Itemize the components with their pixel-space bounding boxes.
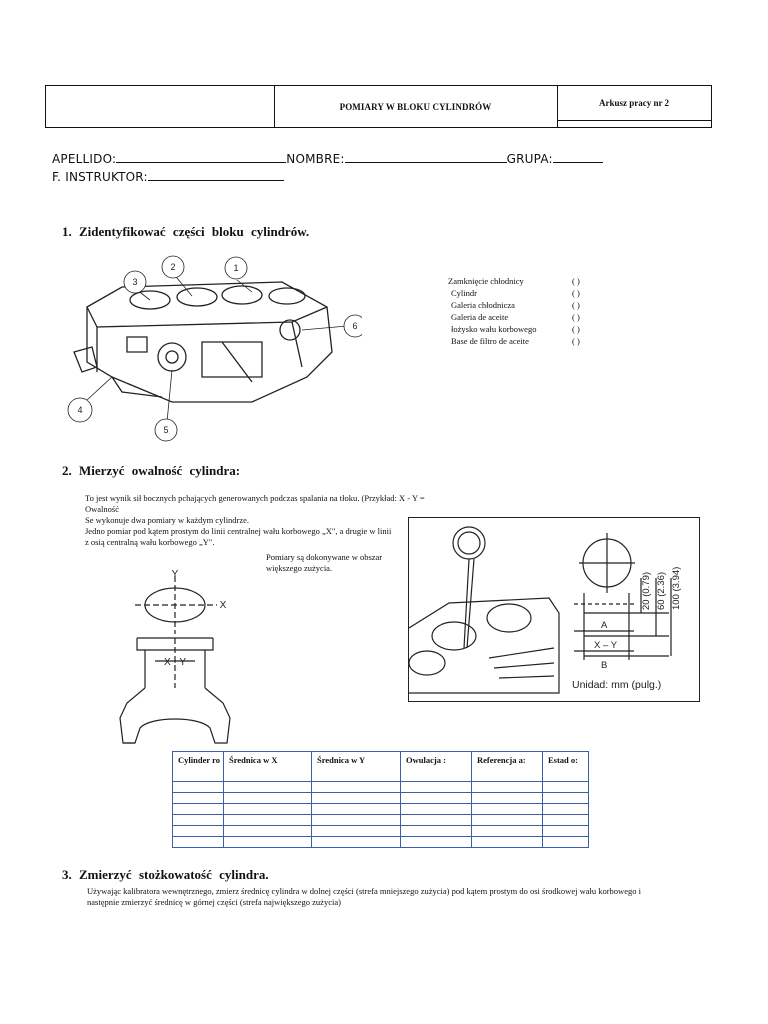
label-a: A [601, 620, 608, 631]
table-cell[interactable] [472, 782, 543, 793]
answer-blank[interactable]: ( ) [572, 300, 580, 310]
section3-text [87, 886, 727, 908]
table-cell[interactable] [173, 815, 224, 826]
cylinder-cross-section-diagram [105, 568, 245, 753]
section2-p1: To jest wynik sił bocznych pchających generowanych podczas spalania na tłoku. (Przykład: X - Y = [85, 493, 425, 503]
table-cell[interactable] [312, 837, 401, 848]
table-cell[interactable] [312, 826, 401, 837]
header-title: POMIARY W BLOKU CYLINDRÓW [274, 86, 558, 127]
table-cell[interactable] [173, 804, 224, 815]
table-row [173, 826, 589, 837]
table-row [173, 815, 589, 826]
apellido-blank[interactable] [116, 151, 286, 163]
table-cell[interactable] [472, 826, 543, 837]
engine-block-illustration [52, 252, 362, 442]
header-sheet-number: Arkusz pracy nr 2 [557, 86, 711, 121]
table-cell[interactable] [173, 837, 224, 848]
table-cell[interactable] [401, 793, 472, 804]
nombre-label: NOMBRE: [286, 152, 345, 166]
answer-blank[interactable]: ( ) [572, 324, 580, 334]
answer-blank[interactable]: ( ) [572, 288, 580, 298]
table-cell[interactable] [312, 804, 401, 815]
apellido-label: APELLIDO: [52, 152, 117, 166]
dimension-20: 20 (0.79) [641, 571, 652, 610]
col-header: Owulacja : [401, 752, 472, 782]
dial-gauge-illustration [409, 518, 699, 701]
table-cell[interactable] [173, 826, 224, 837]
table-cell[interactable] [224, 793, 312, 804]
label-b: B [601, 660, 608, 671]
col-header: Referencja a: [472, 752, 543, 782]
callout-2: 2 [170, 262, 176, 272]
table-header-row [173, 752, 589, 782]
callout-3: 3 [132, 277, 138, 287]
dimension-60: 60 (2.36) [656, 571, 667, 610]
callout-4: 4 [77, 405, 83, 415]
table-cell[interactable] [543, 815, 589, 826]
table-cell[interactable] [472, 793, 543, 804]
legend-item: Base de filtro de aceite [451, 336, 529, 346]
section3-heading: 3. Zmierzyć stożkowatość cylindra. [62, 867, 269, 882]
table-cell[interactable] [472, 815, 543, 826]
callout-6: 6 [352, 321, 358, 331]
table-row [173, 782, 589, 793]
table-cell[interactable] [472, 837, 543, 848]
table-cell[interactable] [543, 826, 589, 837]
legend-item: Galeria chłodnicza [451, 300, 515, 310]
parts-legend [448, 276, 628, 348]
col-header: Średnica w Y [312, 752, 401, 782]
col-header: Estad o: [543, 752, 589, 782]
legend-item: Cylindr [451, 288, 477, 298]
legend-item: łożysko wału korbowego [451, 324, 537, 334]
legend-item: Zamknięcie chłodnicy [448, 276, 524, 286]
table-cell[interactable] [472, 804, 543, 815]
measurement-table [172, 751, 589, 848]
table-cell[interactable] [224, 804, 312, 815]
grupa-label: GRUPA: [506, 152, 553, 166]
answer-blank[interactable]: ( ) [572, 312, 580, 322]
section2-p2: Owalność [85, 504, 119, 514]
grupa-blank[interactable] [553, 151, 603, 163]
axis-x-label: X [219, 600, 227, 611]
fields-line-1 [52, 151, 603, 166]
section2-p4: Jedno pomiar pod kątem prostym do linii centralnej wału korbowego „X", a drugie w linii [85, 526, 392, 536]
axis-xy-label: X · Y [163, 657, 187, 668]
table-cell[interactable] [401, 837, 472, 848]
table-cell[interactable] [224, 837, 312, 848]
header-cell-empty [46, 86, 275, 127]
label-x-minus-y: X – Y [594, 640, 618, 651]
col-header: Średnica w X [224, 752, 312, 782]
callout-1: 1 [233, 263, 239, 273]
table-row [173, 837, 589, 848]
table-cell[interactable] [401, 815, 472, 826]
table-cell[interactable] [543, 804, 589, 815]
unit-label: Unidad: mm (pulg.) [572, 679, 662, 691]
table-cell[interactable] [312, 782, 401, 793]
header-table [45, 85, 712, 128]
fields-line-2 [52, 169, 284, 184]
section2-p3: Se wykonuje dwa pomiary w każdym cylindrze. [85, 515, 250, 525]
table-cell[interactable] [173, 782, 224, 793]
table-cell[interactable] [312, 815, 401, 826]
measurement-photo-frame [408, 517, 700, 702]
table-cell[interactable] [224, 815, 312, 826]
section1-heading: 1. Zidentyfikować części bloku cylindrów. [62, 224, 310, 239]
answer-blank[interactable]: ( ) [572, 336, 580, 346]
legend-item: Galeria de aceite [451, 312, 509, 322]
table-cell[interactable] [224, 782, 312, 793]
table-row [173, 804, 589, 815]
section3-p1: Używając kalibratora wewnętrznego, zmierz średnicę cylindra w dolnej części (strefa mniejszego zużycia) pod kątem prostym do osi środkowej wału korbowego i [87, 886, 641, 896]
section2-heading: 2. Mierzyć owalność cylindra: [62, 463, 241, 478]
table-cell[interactable] [543, 837, 589, 848]
table-cell[interactable] [543, 793, 589, 804]
instruktor-label: F. INSTRUKTOR: [52, 170, 148, 184]
table-cell[interactable] [173, 793, 224, 804]
table-cell[interactable] [312, 793, 401, 804]
table-cell[interactable] [401, 782, 472, 793]
answer-blank[interactable]: ( ) [572, 276, 580, 286]
col-header: Cylinder ro [173, 752, 224, 782]
table-cell[interactable] [224, 826, 312, 837]
callout-5: 5 [163, 425, 169, 435]
section2-note: Pomiary są dokonywane w obszar większego zużycia. [266, 552, 383, 573]
section2-p5: z osią centralną wału korbowego „Y". [85, 537, 215, 547]
table-cell[interactable] [401, 826, 472, 837]
section3-p2: następnie zmierzyć średnicę w górnej części (strefa największego zużycia) [87, 897, 341, 907]
nombre-blank[interactable] [345, 151, 507, 163]
table-cell[interactable] [401, 804, 472, 815]
axis-y-label: Y [171, 569, 179, 580]
table-cell[interactable] [543, 782, 589, 793]
instruktor-blank[interactable] [148, 169, 284, 181]
dimension-100: 100 (3.94) [671, 566, 682, 610]
table-row [173, 793, 589, 804]
